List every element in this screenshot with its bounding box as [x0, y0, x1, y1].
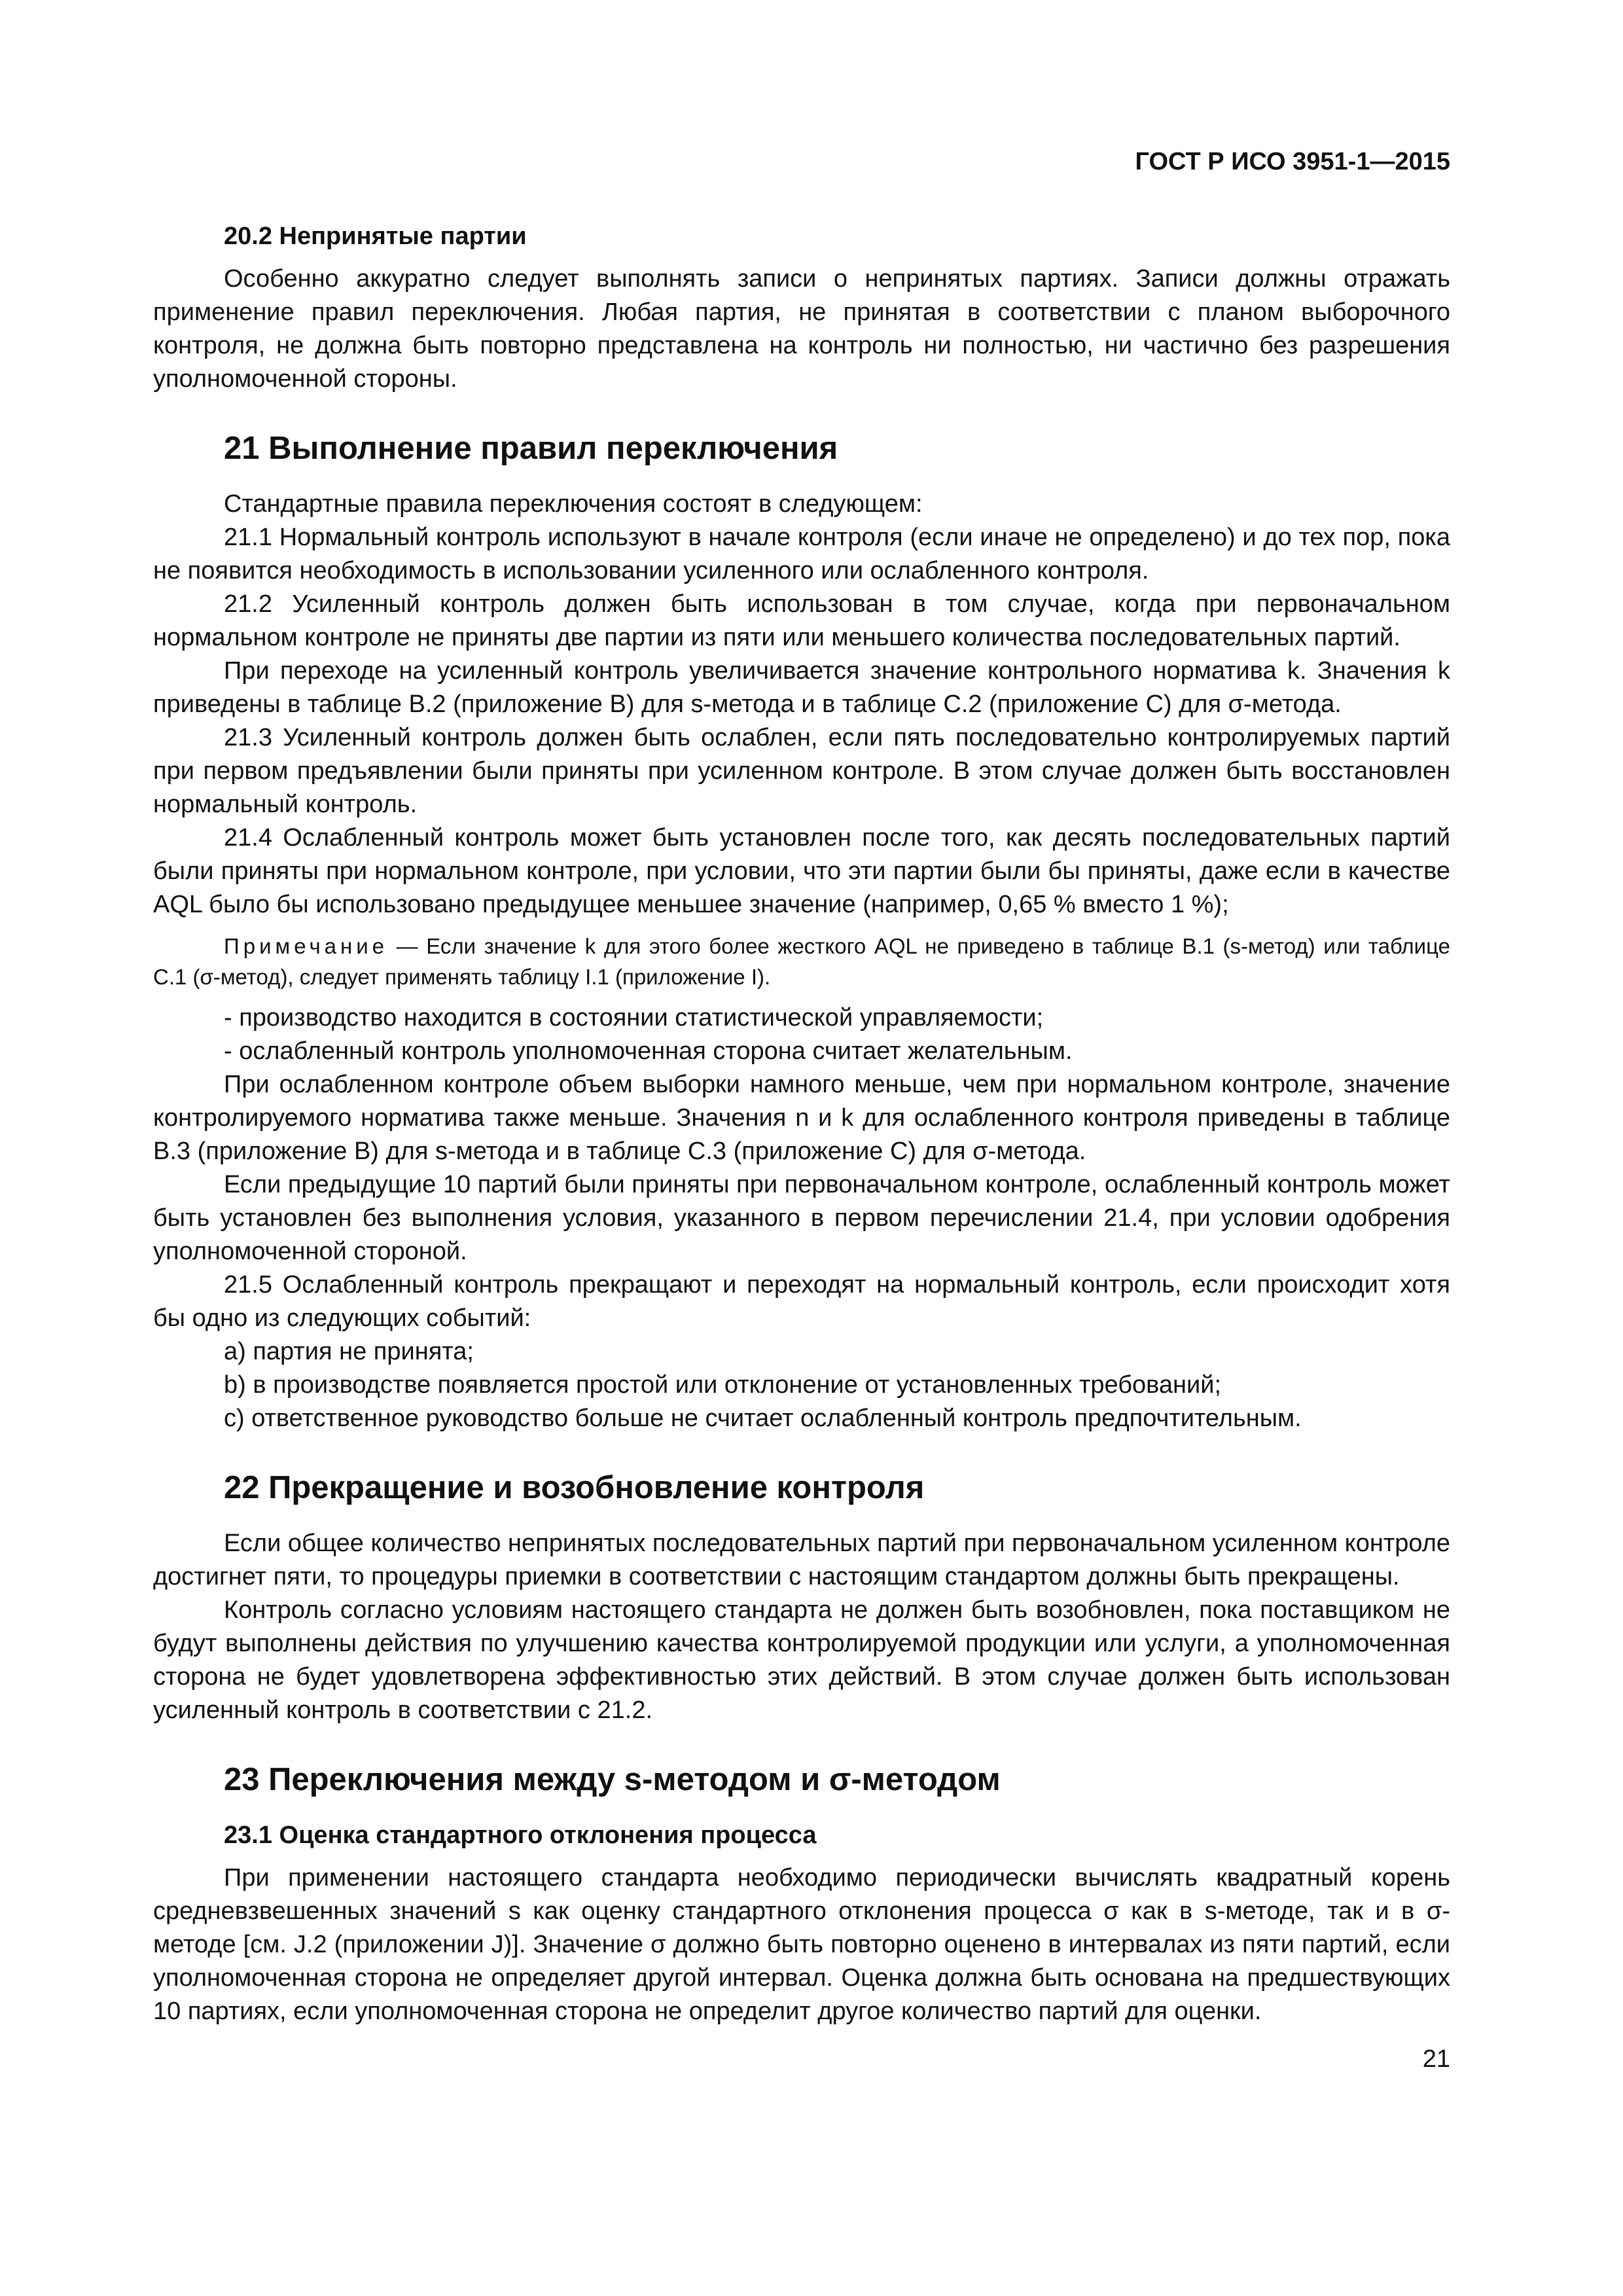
paragraph-21-5: 21.5 Ослабленный контроль прекращают и переходят на нормальный контроль, если происходит хотя бы одно из следующих событий: — [153, 1271, 1450, 1332]
paragraph-21-2: 21.2 Усиленный контроль должен быть использован в том случае, когда при первоначальном нормальном контроле не приняты две партии из пяти или меньшего количества последовательных партий. — [153, 590, 1450, 651]
list-item: c) ответственное руководство больше не считает ослабленный контроль предпочтительным. — [224, 1405, 1302, 1432]
paragraph: Стандартные правила переключения состоят в следующем: — [224, 490, 923, 518]
note-text: — Если значение k для этого более жесткого AQL не приведено в таблице В.1 (s-метод) или таблице С.1 (σ-метод), следует применять таблицу I.1 (приложение I). — [153, 934, 1450, 989]
list-item: b) в производстве появляется простой или отклонение от установленных требований; — [224, 1371, 1222, 1399]
list-item: a) партия не принята; — [224, 1338, 474, 1365]
paragraph: Особенно аккуратно следует выполнять записи о непринятых партиях. Записи должны отражать применение правил переключения. Любая партия, не принятая в соответствии с планом выборочного контроля, не должна быть повторно представлена на контроль ни полностью, ни частично без разрешения уполномоченной стороны. — [153, 265, 1450, 393]
section-heading-21: 21 Выполнение правил переключения — [224, 431, 838, 466]
paragraph: При ослабленном контроле объем выборки намного меньше, чем при нормальном контроле, значение контролируемого норматива также меньше. Значения n и k для ослабленного контроля приведены в таблице В.3 (приложение В) для s-метода и в таблице С.3 (приложение С) для σ-метода. — [153, 1071, 1450, 1165]
note-label: Примечание — [224, 934, 389, 958]
section-heading-22: 22 Прекращение и возобновление контроля — [224, 1470, 925, 1505]
section-heading-23-1: 23.1 Оценка стандартного отклонения процесса — [224, 1821, 817, 1849]
note — [153, 931, 1450, 992]
page-number: 21 — [1422, 2045, 1450, 2073]
document-header-id: ГОСТ Р ИСО 3951-1—2015 — [1135, 148, 1450, 175]
paragraph: Если предыдущие 10 партий были приняты при первоначальном контроле, ослабленный контроль может быть установлен без выполнения условия, указанного в первом перечислении 21.4, при условии одобрения уполномоченной стороной. — [153, 1171, 1450, 1265]
paragraph: При применении настоящего стандарта необходимо периодически вычислять квадратный корень средневзвешенных значений s как оценку стандартного отклонения процесса σ как в s-методе, так и в σ-методе [см. J.2 (приложении J)]. Значение σ должно быть повторно оценено в интервалах из пяти партий, если уполномоченная сторона не определяет другой интервал. Оценка должна быть основана на предшествующих 10 партиях, если уполномоченная сторона не определит другое количество партий для оценки. — [153, 1864, 1450, 2025]
section-heading-23: 23 Переключения между s-методом и σ-методом — [224, 1762, 1001, 1797]
paragraph-21-3: 21.3 Усиленный контроль должен быть ослаблен, если пять последовательно контролируемых партий при первом предъявлении были приняты при усиленном контроле. В этом случае должен быть восстановлен нормальный контроль. — [153, 724, 1450, 818]
paragraph: При переходе на усиленный контроль увеличивается значение контрольного норматива k. Значения k приведены в таблице В.2 (приложение В) для s-метода и в таблице С.2 (приложение С) для σ-метода. — [153, 657, 1450, 718]
page-body — [153, 220, 1450, 2028]
paragraph-21-1: 21.1 Нормальный контроль используют в начале контроля (если иначе не определено) и до тех пор, пока не появится необходимость в использовании усиленного или ослабленного контроля. — [153, 524, 1450, 584]
section-heading-20-2: 20.2 Непринятые партии — [224, 223, 527, 250]
paragraph: Если общее количество непринятых последовательных партий при первоначальном усиленном контроле достигнет пяти, то процедуры приемки в соответствии с настоящим стандартом должны быть прекращены. — [153, 1530, 1450, 1590]
list-item: - ослабленный контроль уполномоченная сторона считает желательным. — [224, 1037, 1073, 1065]
paragraph-21-4: 21.4 Ослабленный контроль может быть установлен после того, как десять последовательных партий были приняты при нормальном контроле, при условии, что эти партии были бы приняты, даже если в качестве AQL было бы использовано предыдущее меньшее значение (например, 0,65 % вместо 1 %); — [153, 824, 1450, 918]
paragraph: Контроль согласно условиям настоящего стандарта не должен быть возобновлен, пока поставщиком не будут выполнены действия по улучшению качества контролируемой продукции или услуги, а уполномоченная сторона не будет удовлетворена эффективностью этих действий. В этом случае должен быть использован усиленный контроль в соответствии с 21.2. — [153, 1596, 1450, 1724]
list-item: - производство находится в состоянии статистической управляемости; — [224, 1004, 1044, 1031]
